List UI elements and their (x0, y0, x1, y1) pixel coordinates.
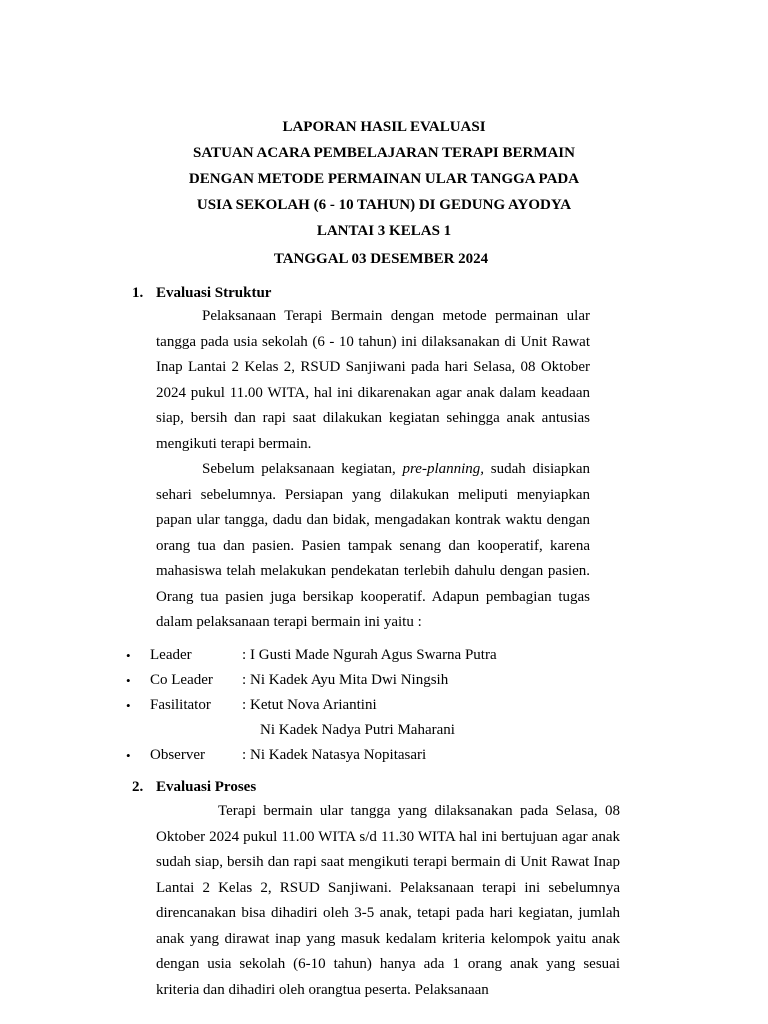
section-2-paragraph-1-text: Terapi bermain ular tangga yang dilaksanakan pada Selasa, 08 Oktober 2024 pukul 11.00 WITA s/d 11.30 WITA hal ini bertujuan agar anak sudah siap, bersih dan rapi saat mengikuti terapi bermain di Unit Rawat Inap Lantai 2 Kelas 2, RSUD Sanjiwani. Pelaksanaan terapi ini sebelumnya direncanakan bisa dihadiri oleh 3-5 anak, tetapi pada hari kegiatan, jumlah anak yang dirawat inap yang masuk kedalam kriteria kelompok yaitu anak dengan usia sekolah (6-10 tahun) hanya ada 1 orang anak yang sesuai kriteria dan dihadiri oleh orangtua peserta. Pelaksanaan (156, 803, 620, 998)
team-member-name: I Gusti Made Ngurah Agus Swarna Putra (250, 647, 497, 663)
team-role: Observer (150, 747, 205, 763)
team-row-observer (126, 743, 497, 768)
team-role: Co Leader (150, 672, 213, 688)
bullet-icon: • (126, 648, 131, 663)
section-1-paragraph-2 (156, 457, 590, 636)
section-1-paragraph-1-text: Pelaksanaan Terapi Bermain dengan metode permainan ular tangga pada usia sekolah (6 - 10 tahun) ini dilaksanakan di Unit Rawat Inap Lantai 2 Kelas 2, RSUD Sanjiwani pada hari Selasa, 08 Oktober 2024 pukul 11.00 WITA, hal ini dikarenakan agar anak dalam keadaan siap, bersih dan rapi saat dilakukan kegiatan sehingga anak antusias mengikuti terapi bermain. (156, 308, 590, 452)
team-role: Leader (150, 647, 192, 663)
title-line-1: LAPORAN HASIL EVALUASI (282, 119, 486, 135)
team-role: Fasilitator (150, 697, 211, 713)
section-2-title: Evaluasi Proses (156, 779, 257, 795)
team-row-leader (126, 643, 497, 668)
section-1-title: Evaluasi Struktur (156, 285, 272, 301)
bullet-icon: • (126, 698, 131, 713)
team-separator: : (242, 647, 247, 663)
title-line-4: USIA SEKOLAH (6 - 10 TAHUN) DI GEDUNG AYODYA (196, 197, 572, 213)
team-member-name: Ni Kadek Nadya Putri Maharani (260, 722, 455, 738)
team-row-co-leader (126, 668, 497, 693)
bullet-icon: • (126, 748, 131, 763)
paragraph-2-text-start: Sebelum pelaksanaan kegiatan, (202, 461, 403, 477)
team-assignment-list (126, 643, 497, 768)
report-date: TANGGAL 03 DESEMBER 2024 (273, 251, 489, 267)
team-member-name: Ni Kadek Ayu Mita Dwi Ningsih (250, 672, 449, 688)
pre-planning-term: pre-planning, (402, 461, 485, 477)
team-row-fasilitator-extra (126, 718, 497, 743)
title-line-2: SATUAN ACARA PEMBELAJARAN TERAPI BERMAIN (193, 145, 575, 161)
team-separator: : (242, 672, 247, 688)
bullet-icon: • (126, 673, 131, 688)
section-2-paragraph-1 (156, 799, 620, 1003)
team-member-name: Ketut Nova Ariantini (250, 697, 377, 713)
section-1-paragraph-1 (156, 304, 590, 457)
team-row-fasilitator (126, 693, 497, 718)
section-1-number: 1. (132, 285, 144, 301)
paragraph-2-text-rest: sudah disiapkan sehari sebelumnya. Persiapan yang dilakukan meliputi menyiapkan papan ular tangga, dadu dan bidak, mengadakan kontrak waktu dengan orang tua dan pasien. Pasien tampak senang dan kooperatif, karena mahasiswa telah melakukan pendekatan terlebih dahulu dengan pasien. Orang tua pasien juga bersikap kooperatif. Adapun pembagian tugas dalam pelaksanaan terapi bermain ini yaitu : (156, 461, 590, 630)
section-2-number: 2. (132, 779, 144, 795)
team-separator: : (242, 747, 247, 763)
title-line-3: DENGAN METODE PERMAINAN ULAR TANGGA PADA (188, 171, 580, 187)
report-title (0, 114, 768, 244)
team-separator: : (242, 697, 247, 713)
team-member-name: Ni Kadek Natasya Nopitasari (250, 747, 427, 763)
section-1-heading (132, 283, 271, 303)
section-2-heading (132, 777, 256, 797)
title-line-5: LANTAI 3 KELAS 1 (316, 223, 452, 239)
